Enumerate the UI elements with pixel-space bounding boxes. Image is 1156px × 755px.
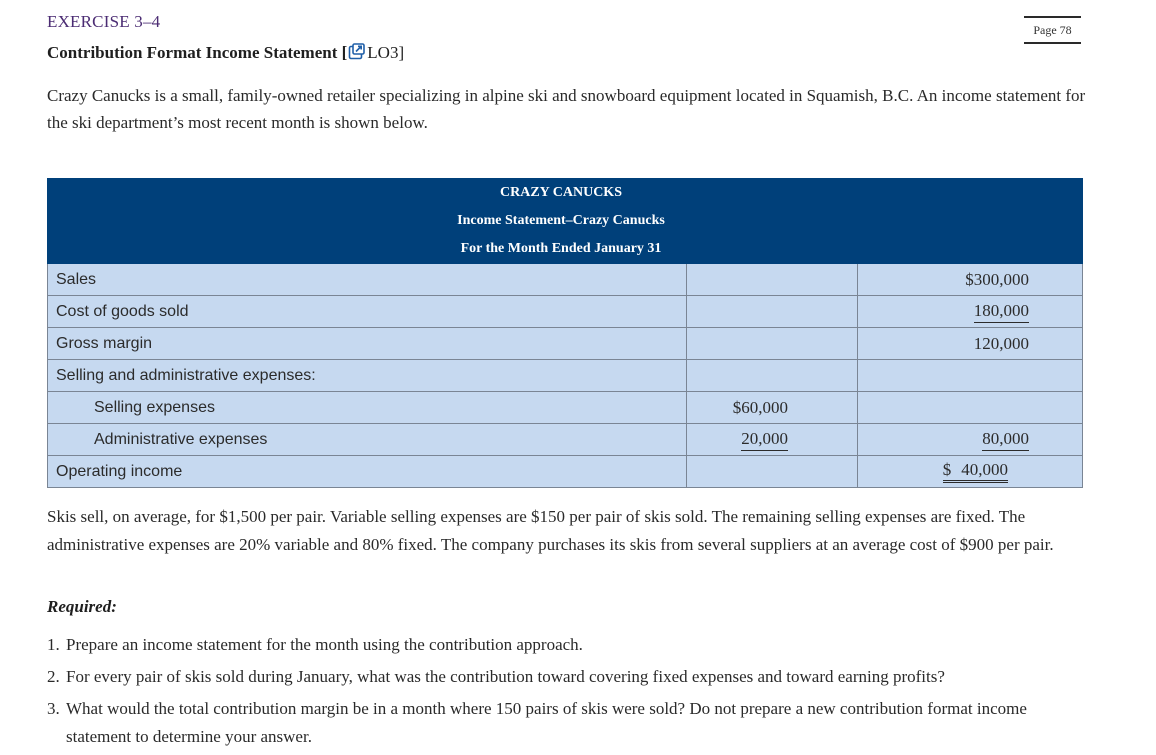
intro-paragraph: Crazy Canucks is a small, family-owned retailer specializing in alpine ski and snowboard equipment located in Squamish, B.C. An income statement for the ski department’s most recent month is shown below. [47, 86, 1086, 132]
requirement-text: Prepare an income statement for the month using the contribution approach. [66, 635, 583, 654]
row-label: Gross margin [48, 328, 687, 360]
row-label: Operating income [48, 456, 687, 488]
table-row [48, 456, 1083, 488]
page-reference: Page 78 [1024, 16, 1081, 44]
table-row [48, 264, 1083, 296]
row-right-value: 120,000 [858, 328, 1083, 360]
statement-period: For the Month Ended January 31 [460, 241, 662, 256]
row-label: Selling and administrative expenses: [48, 360, 687, 392]
row-right-value [858, 392, 1083, 424]
table-row [48, 328, 1083, 360]
row-mid-value [687, 456, 858, 488]
row-label: Selling expenses [48, 392, 687, 424]
admin-expense-value: 20,000 [741, 429, 788, 451]
row-mid-value: $60,000 [687, 392, 858, 424]
table-row [48, 424, 1083, 456]
cogs-value: 180,000 [974, 301, 1029, 323]
row-right-value: $300,000 [858, 264, 1083, 296]
row-right-value [858, 296, 1083, 328]
row-mid-value [687, 424, 858, 456]
required-heading: Required: [47, 597, 117, 616]
exercise-number: EXERCISE 3–4 [47, 12, 161, 31]
list-item: 1. Prepare an income statement for the month using the contribution approach. [47, 635, 583, 654]
list-item: 3. What would the total contribution margin be in a month where 150 pairs of skis were sold? Do not prepare a new contribution format income statement to determine your answer. [47, 699, 1027, 746]
statement-header [48, 179, 1083, 264]
requirement-text: What would the total contribution margin be in a month where 150 pairs of skis were sold? Do not prepare a new contribution format income statement to determine your answer. [66, 699, 1027, 746]
total-sga-value: 80,000 [982, 429, 1029, 451]
requirements-list [47, 631, 1087, 755]
table-row [48, 392, 1083, 424]
exercise-title-text: Contribution Format Income Statement [ [47, 43, 348, 62]
requirement-text: For every pair of skis sold during January, what was the contribution toward covering fixed expenses and toward earning profits? [66, 667, 945, 686]
row-mid-value [687, 264, 858, 296]
external-link-icon[interactable] [348, 43, 365, 60]
table-row [48, 360, 1083, 392]
table-row [48, 296, 1083, 328]
details-paragraph: Skis sell, on average, for $1,500 per pair. Variable selling expenses are $150 per pair of skis sold. The remaining selling expenses are fixed. The administrative expenses are 20% variable and 80% fixed. The company purchases its skis from several suppliers at an average cost of $900 per pair. [47, 507, 1054, 554]
row-right-value [858, 456, 1083, 488]
row-label: Sales [48, 264, 687, 296]
row-right-value [858, 360, 1083, 392]
row-mid-value [687, 328, 858, 360]
statement-company: CRAZY CANUCKS [500, 185, 622, 200]
row-mid-value [687, 360, 858, 392]
row-mid-value [687, 296, 858, 328]
operating-income-value: $ 40,000 [943, 460, 1008, 483]
row-label: Cost of goods sold [48, 296, 687, 328]
row-label: Administrative expenses [48, 424, 687, 456]
income-statement-table [47, 178, 1083, 488]
learning-objective-link[interactable]: LO3] [367, 43, 405, 62]
row-right-value [858, 424, 1083, 456]
statement-title: Income Statement–Crazy Canucks [457, 213, 665, 228]
list-item: 2. For every pair of skis sold during January, what was the contribution toward covering fixed expenses and toward earning profits? [47, 667, 945, 686]
exercise-title [47, 43, 404, 63]
